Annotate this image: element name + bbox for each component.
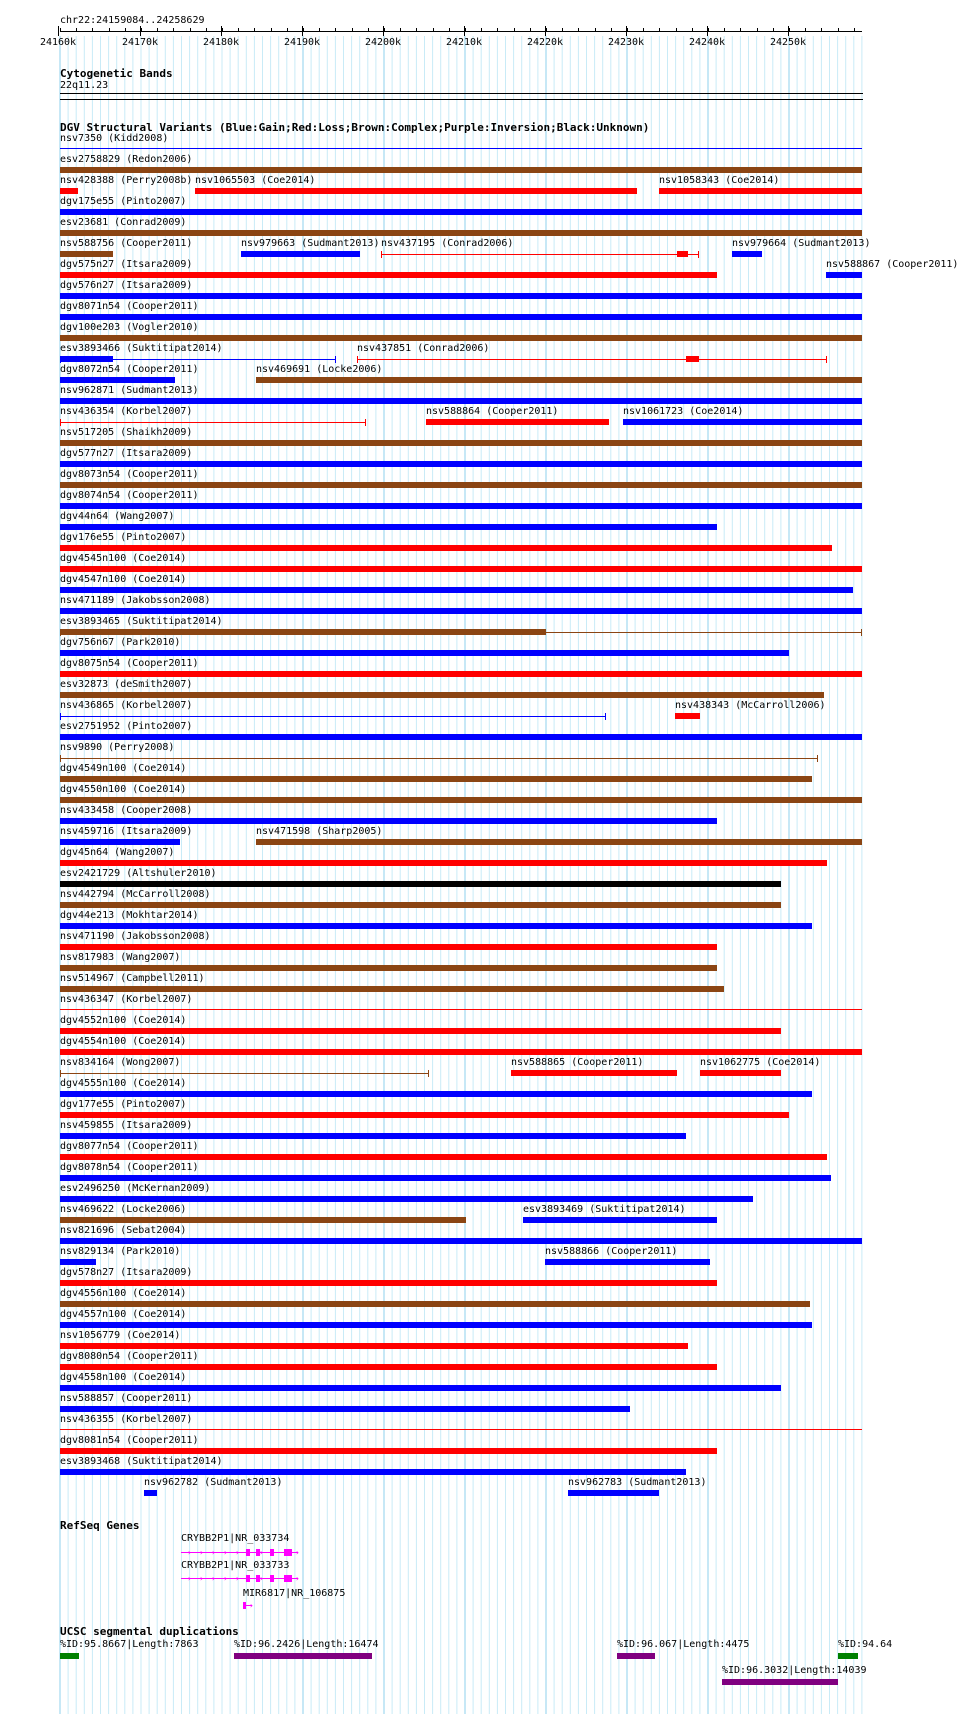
- dgv-nsv433458-feature[interactable]: [60, 818, 717, 824]
- dgv-dgv4557n100-label[interactable]: dgv4557n100 (Coe2014): [60, 1309, 187, 1320]
- segdup-feature[interactable]: [234, 1653, 372, 1659]
- strand-arrow-icon: ›: [283, 1548, 288, 1557]
- ruler-tick-label: 24210k: [445, 37, 483, 48]
- ruler-minor-tick: [319, 28, 320, 32]
- segdup-label[interactable]: %ID:96.2426|Length:16474: [234, 1639, 379, 1650]
- strand-arrow-icon: ›: [235, 1548, 240, 1557]
- dgv-nsv436347-label[interactable]: nsv436347 (Korbel2007): [60, 994, 193, 1005]
- ruler-minor-tick: [659, 28, 660, 32]
- ruler-tick-label: 24180k: [202, 37, 240, 48]
- dgv-dgv175e55-feature[interactable]: [60, 209, 862, 215]
- ruler-tick-label: 24170k: [121, 37, 159, 48]
- ruler-minor-tick: [335, 28, 336, 32]
- ruler-minor-tick: [190, 28, 191, 32]
- dgv-dgv176e55-feature[interactable]: [60, 545, 832, 551]
- dgv-dgv4555n100-label[interactable]: dgv4555n100 (Coe2014): [60, 1078, 187, 1089]
- dgv-nsv437195-start-cap: [381, 251, 382, 258]
- dgv-nsv471190-feature[interactable]: [60, 944, 717, 950]
- ruler-tick-label: 24230k: [607, 37, 645, 48]
- ruler-minor-tick: [287, 28, 288, 32]
- dgv-nsv471598-feature[interactable]: [256, 839, 862, 845]
- segdup-label[interactable]: %ID:96.3032|Length:14039: [722, 1665, 867, 1676]
- dgv-dgv576n27-feature[interactable]: [60, 293, 862, 299]
- dgv-nsv437851-end-cap: [826, 356, 827, 363]
- ruler-minor-tick: [465, 28, 466, 32]
- dgv-nsv588756-feature[interactable]: [60, 251, 113, 257]
- dgv-nsv821696-feature[interactable]: [60, 1238, 862, 1244]
- ruler-tick-label: 24220k: [526, 37, 564, 48]
- dgv-nsv1061723-feature[interactable]: [623, 419, 862, 425]
- dgv-dgv8074n54-label[interactable]: dgv8074n54 (Cooper2011): [60, 490, 199, 501]
- dgv-dgv8072n54-label[interactable]: dgv8072n54 (Cooper2011): [60, 364, 199, 375]
- ruler-minor-tick: [173, 28, 174, 32]
- gene-crybb2p1-1-label[interactable]: CRYBB2P1|NR_033733: [181, 1560, 290, 1571]
- dgv-nsv436355-label[interactable]: nsv436355 (Korbel2007): [60, 1414, 193, 1425]
- dgv-dgv8077n54-feature[interactable]: [60, 1154, 827, 1160]
- ruler-minor-tick: [303, 28, 304, 32]
- dgv-nsv436354-start-cap: [60, 419, 61, 426]
- dgv-esv32873-feature[interactable]: [60, 692, 824, 698]
- dgv-nsv471189-label[interactable]: nsv471189 (Jakobsson2008): [60, 595, 211, 606]
- segdup-feature[interactable]: [838, 1653, 858, 1659]
- ruler-tick-label: 24250k: [769, 37, 807, 48]
- dgv-dgv100e203-feature[interactable]: [60, 335, 862, 341]
- ruler-minor-tick: [611, 28, 612, 32]
- dgv-dgv4549n100-label[interactable]: dgv4549n100 (Coe2014): [60, 763, 187, 774]
- cyto-band-label[interactable]: 22q11.23: [60, 80, 109, 91]
- dgv-nsv979663-feature[interactable]: [241, 251, 360, 257]
- segdup-label[interactable]: %ID:94.64: [838, 1639, 893, 1650]
- dgv-esv3893466-end-cap: [335, 356, 336, 363]
- dgv-dgv100e203-label[interactable]: dgv100e203 (Vogler2010): [60, 322, 199, 333]
- dgv-nsv437195-label[interactable]: nsv437195 (Conrad2006): [381, 238, 514, 249]
- dgv-esv3893469-feature[interactable]: [523, 1217, 717, 1223]
- ruler-minor-tick: [724, 28, 725, 32]
- dgv-nsv834164-start-cap: [60, 1070, 61, 1077]
- ruler-minor-tick: [708, 28, 709, 32]
- dgv-nsv514967-label[interactable]: nsv514967 (Campbell2011): [60, 973, 205, 984]
- dgv-nsv433458-label[interactable]: nsv433458 (Cooper2008): [60, 805, 193, 816]
- ruler-minor-tick: [838, 28, 839, 32]
- dgv-nsv7350-feature[interactable]: [60, 148, 862, 149]
- dgv-dgv4558n100-label[interactable]: dgv4558n100 (Coe2014): [60, 1372, 187, 1383]
- ruler-tick-label: 24190k: [283, 37, 321, 48]
- dgv-nsv834164-label[interactable]: nsv834164 (Wong2007): [60, 1057, 181, 1068]
- dgv-dgv577n27-feature[interactable]: [60, 461, 862, 467]
- ruler-minor-tick: [740, 28, 741, 32]
- dgv-dgv4547n100-label[interactable]: dgv4547n100 (Coe2014): [60, 574, 187, 585]
- ruler-minor-tick: [546, 28, 547, 32]
- dgv-nsv469691-feature[interactable]: [256, 377, 862, 383]
- ruler-minor-tick: [141, 28, 142, 32]
- position-label: chr22:24159084..24258629: [60, 15, 205, 26]
- dgv-nsv471190-label[interactable]: nsv471190 (Jakobsson2008): [60, 931, 211, 942]
- dgv-dgv45n64-label[interactable]: dgv45n64 (Wang2007): [60, 847, 175, 858]
- dgv-nsv1056779-feature[interactable]: [60, 1343, 688, 1349]
- dgv-nsv437851-label[interactable]: nsv437851 (Conrad2006): [357, 343, 490, 354]
- dgv-esv3893468-feature[interactable]: [60, 1469, 686, 1475]
- dgv-nsv588857-feature[interactable]: [60, 1406, 630, 1412]
- ruler-minor-tick: [449, 28, 450, 32]
- dgv-nsv979664-feature[interactable]: [732, 251, 762, 257]
- dgv-nsv962783-feature[interactable]: [568, 1490, 659, 1496]
- strand-arrow-icon: ›: [199, 1548, 204, 1557]
- dgv-dgv575n27-feature[interactable]: [60, 272, 717, 278]
- dgv-nsv821696-label[interactable]: nsv821696 (Sebat2004): [60, 1225, 187, 1236]
- dgv-nsv588867-feature[interactable]: [826, 272, 862, 278]
- gene-crybb2p1-0-label[interactable]: CRYBB2P1|NR_033734: [181, 1533, 290, 1544]
- segdup-label[interactable]: %ID:96.067|Length:4475: [617, 1639, 750, 1650]
- dgv-track-title[interactable]: DGV Structural Variants (Blue:Gain;Red:Loss;Brown:Complex;Purple:Inversion;Black:Unknown): [60, 121, 650, 134]
- dgv-esv2758829-label[interactable]: esv2758829 (Redon2006): [60, 154, 193, 165]
- cyto-divider: [60, 93, 863, 94]
- dgv-dgv4547n100-feature[interactable]: [60, 587, 853, 593]
- ruler-minor-tick: [562, 28, 563, 32]
- dgv-nsv588865-feature[interactable]: [511, 1070, 677, 1076]
- ruler-minor-tick: [400, 28, 401, 32]
- dgv-dgv177e55-feature[interactable]: [60, 1112, 789, 1118]
- strand-arrow-icon: ›: [271, 1574, 276, 1583]
- strand-arrow-icon: ›: [187, 1574, 192, 1583]
- dgv-dgv8074n54-feature[interactable]: [60, 503, 862, 509]
- ruler-line: [60, 31, 862, 32]
- dgv-esv32873-label[interactable]: esv32873 (deSmith2007): [60, 679, 193, 690]
- dgv-dgv44e213-feature[interactable]: [60, 923, 812, 929]
- dgv-nsv438343-feature[interactable]: [675, 713, 700, 719]
- dgv-nsv428388-feature[interactable]: [60, 188, 78, 194]
- dgv-dgv4558n100-feature[interactable]: [60, 1385, 781, 1391]
- dgv-dgv4550n100-label[interactable]: dgv4550n100 (Coe2014): [60, 784, 187, 795]
- dgv-nsv437195-block[interactable]: [677, 251, 688, 257]
- dgv-esv3893465-end-cap: [861, 629, 862, 636]
- dgv-dgv4545n100-feature[interactable]: [60, 566, 862, 572]
- dgv-nsv817983-feature[interactable]: [60, 965, 717, 971]
- dgv-nsv9890-end-cap: [817, 755, 818, 762]
- ruler-minor-tick: [368, 28, 369, 32]
- ruler-minor-tick: [206, 28, 207, 32]
- ruler-tick-label: 24160k: [39, 37, 77, 48]
- dgv-nsv588866-feature[interactable]: [545, 1259, 710, 1265]
- dgv-esv3893469-label[interactable]: esv3893469 (Suktitipat2014): [523, 1204, 686, 1215]
- dgv-dgv8071n54-feature[interactable]: [60, 314, 862, 320]
- dgv-nsv437851-feature[interactable]: [357, 359, 827, 360]
- dgv-nsv588864-label[interactable]: nsv588864 (Cooper2011): [426, 406, 559, 417]
- ruler-minor-tick: [497, 28, 498, 32]
- dgv-dgv8078n54-feature[interactable]: [60, 1175, 831, 1181]
- dgv-dgv44n64-feature[interactable]: [60, 524, 717, 530]
- dgv-nsv459716-feature[interactable]: [60, 839, 180, 845]
- ruler-minor-tick: [643, 28, 644, 32]
- dgv-dgv44n64-label[interactable]: dgv44n64 (Wang2007): [60, 511, 175, 522]
- ruler-minor-tick: [271, 28, 272, 32]
- gene-mir6817-2-label[interactable]: MIR6817|NR_106875: [243, 1588, 346, 1599]
- dgv-dgv8081n54-feature[interactable]: [60, 1448, 717, 1454]
- dgv-esv2758829-feature[interactable]: [60, 167, 862, 173]
- dgv-dgv4555n100-feature[interactable]: [60, 1091, 812, 1097]
- ruler-minor-tick: [773, 28, 774, 32]
- strand-arrow-icon: ›: [199, 1574, 204, 1583]
- dgv-nsv834164-feature[interactable]: [60, 1073, 429, 1074]
- dgv-dgv4552n100-feature[interactable]: [60, 1028, 781, 1034]
- strand-arrow-icon: ›: [247, 1548, 252, 1557]
- ruler-minor-tick: [757, 28, 758, 32]
- dgv-nsv1065503-feature[interactable]: [195, 188, 637, 194]
- dgv-esv2421729-label[interactable]: esv2421729 (Altshuler2010): [60, 868, 217, 879]
- dgv-dgv8080n54-label[interactable]: dgv8080n54 (Cooper2011): [60, 1351, 199, 1362]
- dgv-nsv436865-feature[interactable]: [60, 716, 606, 717]
- dgv-nsv979663-label[interactable]: nsv979663 (Sudmant2013): [241, 238, 380, 249]
- dgv-nsv1058343-feature[interactable]: [659, 188, 862, 194]
- dgv-dgv8073n54-feature[interactable]: [60, 482, 862, 488]
- dgv-dgv756n67-label[interactable]: dgv756n67 (Park2010): [60, 637, 181, 648]
- ruler-minor-tick: [530, 28, 531, 32]
- dgv-nsv588857-label[interactable]: nsv588857 (Cooper2011): [60, 1393, 193, 1404]
- ruler-minor-tick: [384, 28, 385, 32]
- dgv-nsv9890-label[interactable]: nsv9890 (Perry2008): [60, 742, 175, 753]
- dgv-nsv962783-label[interactable]: nsv962783 (Sudmant2013): [568, 1477, 707, 1488]
- dgv-nsv436865-label[interactable]: nsv436865 (Korbel2007): [60, 700, 193, 711]
- strand-arrow-icon: ›: [247, 1574, 252, 1583]
- ruler-minor-tick: [821, 28, 822, 32]
- dgv-nsv459855-feature[interactable]: [60, 1133, 686, 1139]
- dgv-nsv459716-label[interactable]: nsv459716 (Itsara2009): [60, 826, 193, 837]
- dgv-dgv8080n54-feature[interactable]: [60, 1364, 717, 1370]
- dgv-dgv8078n54-label[interactable]: dgv8078n54 (Cooper2011): [60, 1162, 199, 1173]
- ruler-minor-tick: [92, 28, 93, 32]
- dgv-nsv962871-feature[interactable]: [60, 398, 862, 404]
- dgv-nsv469691-label[interactable]: nsv469691 (Locke2006): [256, 364, 383, 375]
- segdup-feature[interactable]: [617, 1653, 655, 1659]
- dgv-esv2751952-label[interactable]: esv2751952 (Pinto2007): [60, 721, 193, 732]
- dgv-nsv437851-start-cap: [357, 356, 358, 363]
- ruler-minor-tick: [805, 28, 806, 32]
- strand-arrow-icon: ›: [235, 1574, 240, 1583]
- ruler-minor-tick: [595, 28, 596, 32]
- strand-arrow-icon: ›: [187, 1548, 192, 1557]
- dgv-dgv8077n54-label[interactable]: dgv8077n54 (Cooper2011): [60, 1141, 199, 1152]
- strand-arrow-icon: ›: [249, 1601, 254, 1610]
- strand-arrow-icon: ›: [259, 1574, 264, 1583]
- dgv-esv3893466-block[interactable]: [60, 356, 113, 362]
- dgv-dgv4557n100-feature[interactable]: [60, 1322, 812, 1328]
- strand-arrow-icon: ›: [271, 1548, 276, 1557]
- dgv-nsv442794-label[interactable]: nsv442794 (McCarroll2008): [60, 889, 211, 900]
- dgv-dgv4556n100-label[interactable]: dgv4556n100 (Coe2014): [60, 1288, 187, 1299]
- dgv-nsv9890-start-cap: [60, 755, 61, 762]
- ruler-minor-tick: [125, 28, 126, 32]
- ruler-minor-tick: [76, 28, 77, 32]
- dgv-nsv471598-label[interactable]: nsv471598 (Sharp2005): [256, 826, 383, 837]
- dgv-dgv44e213-label[interactable]: dgv44e213 (Mokhtar2014): [60, 910, 199, 921]
- dgv-nsv437195-feature[interactable]: [381, 254, 699, 255]
- dgv-nsv979664-label[interactable]: nsv979664 (Sudmant2013): [732, 238, 871, 249]
- ruler-minor-tick: [692, 28, 693, 32]
- dgv-nsv469622-label[interactable]: nsv469622 (Locke2006): [60, 1204, 187, 1215]
- dgv-nsv436354-label[interactable]: nsv436354 (Korbel2007): [60, 406, 193, 417]
- dgv-dgv4545n100-label[interactable]: dgv4545n100 (Coe2014): [60, 553, 187, 564]
- ruler-tick-label: 24240k: [688, 37, 726, 48]
- dgv-dgv176e55-label[interactable]: dgv176e55 (Pinto2007): [60, 532, 187, 543]
- dgv-nsv459855-label[interactable]: nsv459855 (Itsara2009): [60, 1120, 193, 1131]
- dgv-dgv4556n100-feature[interactable]: [60, 1301, 810, 1307]
- dgv-nsv1065503-label[interactable]: nsv1065503 (Coe2014): [195, 175, 316, 186]
- dgv-dgv4552n100-label[interactable]: dgv4552n100 (Coe2014): [60, 1015, 187, 1026]
- dgv-nsv588866-label[interactable]: nsv588866 (Cooper2011): [545, 1246, 678, 1257]
- ruler-minor-tick: [481, 28, 482, 32]
- ruler-minor-tick: [578, 28, 579, 32]
- dgv-nsv1062775-label[interactable]: nsv1062775 (Coe2014): [700, 1057, 821, 1068]
- dgv-dgv578n27-feature[interactable]: [60, 1280, 717, 1286]
- ruler-minor-tick: [676, 28, 677, 32]
- dgv-nsv9890-feature[interactable]: [60, 758, 818, 759]
- strand-arrow-icon: ›: [211, 1548, 216, 1557]
- dgv-nsv437195-end-cap: [698, 251, 699, 258]
- ruler-minor-tick: [254, 28, 255, 32]
- strand-arrow-icon: ›: [283, 1574, 288, 1583]
- dgv-dgv575n27-label[interactable]: dgv575n27 (Itsara2009): [60, 259, 193, 270]
- dgv-nsv442794-feature[interactable]: [60, 902, 781, 908]
- dgv-dgv577n27-label[interactable]: dgv577n27 (Itsara2009): [60, 448, 193, 459]
- dgv-dgv4554n100-label[interactable]: dgv4554n100 (Coe2014): [60, 1036, 187, 1047]
- dgv-nsv437851-block[interactable]: [686, 356, 699, 362]
- dgv-dgv177e55-label[interactable]: dgv177e55 (Pinto2007): [60, 1099, 187, 1110]
- dgv-nsv469622-feature[interactable]: [60, 1217, 466, 1223]
- dgv-nsv436354-feature[interactable]: [60, 422, 366, 423]
- dgv-nsv436865-start-cap: [60, 713, 61, 720]
- dgv-nsv7350-label[interactable]: nsv7350 (Kidd2008): [60, 133, 169, 144]
- strand-arrow-icon: ›: [223, 1574, 228, 1583]
- dgv-esv2751952-feature[interactable]: [60, 734, 862, 740]
- ruler-minor-tick: [60, 28, 61, 32]
- dgv-dgv4554n100-feature[interactable]: [60, 1049, 862, 1055]
- strand-arrow-icon: ›: [295, 1574, 300, 1583]
- dgv-dgv576n27-label[interactable]: dgv576n27 (Itsara2009): [60, 280, 193, 291]
- dgv-nsv514967-feature[interactable]: [60, 986, 724, 992]
- dgv-nsv1056779-label[interactable]: nsv1056779 (Coe2014): [60, 1330, 181, 1341]
- dgv-nsv817983-label[interactable]: nsv817983 (Wang2007): [60, 952, 181, 963]
- dgv-dgv8072n54-feature[interactable]: [60, 377, 175, 383]
- strand-arrow-icon: ›: [295, 1548, 300, 1557]
- ruler-minor-tick: [416, 28, 417, 32]
- dgv-nsv438343-label[interactable]: nsv438343 (McCarroll2006): [675, 700, 826, 711]
- dgv-nsv436354-end-cap: [365, 419, 366, 426]
- ruler-minor-tick: [789, 28, 790, 32]
- dgv-esv2496250-label[interactable]: esv2496250 (McKernan2009): [60, 1183, 211, 1194]
- dgv-dgv8075n54-label[interactable]: dgv8075n54 (Cooper2011): [60, 658, 199, 669]
- dgv-dgv578n27-label[interactable]: dgv578n27 (Itsara2009): [60, 1267, 193, 1278]
- gene-mir6817-2-exon[interactable]: [243, 1602, 246, 1609]
- ruler-minor-tick: [627, 28, 628, 32]
- dgv-nsv517205-label[interactable]: nsv517205 (Shaikh2009): [60, 427, 193, 438]
- cyto-track-title[interactable]: Cytogenetic Bands: [60, 67, 173, 80]
- dgv-nsv436355-feature[interactable]: [60, 1429, 862, 1430]
- strand-arrow-icon: ›: [259, 1548, 264, 1557]
- strand-arrow-icon: ›: [223, 1548, 228, 1557]
- ruler-tick: [58, 26, 59, 36]
- dgv-nsv436865-end-cap: [605, 713, 606, 720]
- dgv-esv23681-feature[interactable]: [60, 230, 862, 236]
- segdup-label[interactable]: %ID:95.8667|Length:7863: [60, 1639, 199, 1650]
- dgv-dgv8071n54-label[interactable]: dgv8071n54 (Cooper2011): [60, 301, 199, 312]
- dgv-esv2421729-feature[interactable]: [60, 881, 781, 887]
- refseq-track-title[interactable]: RefSeq Genes: [60, 1519, 140, 1532]
- ruler-minor-tick: [238, 28, 239, 32]
- dgv-esv3893466-label[interactable]: esv3893466 (Suktitipat2014): [60, 343, 223, 354]
- dgv-dgv8073n54-label[interactable]: dgv8073n54 (Cooper2011): [60, 469, 199, 480]
- dgv-nsv1061723-label[interactable]: nsv1061723 (Coe2014): [623, 406, 744, 417]
- ruler-minor-tick: [514, 28, 515, 32]
- dgv-dgv45n64-feature[interactable]: [60, 860, 827, 866]
- dgv-dgv8075n54-feature[interactable]: [60, 671, 862, 677]
- dgv-esv23681-label[interactable]: esv23681 (Conrad2009): [60, 217, 187, 228]
- dgv-nsv588867-label[interactable]: nsv588867 (Cooper2011): [826, 259, 958, 270]
- dgv-esv3893465-label[interactable]: esv3893465 (Suktitipat2014): [60, 616, 223, 627]
- ruler-minor-tick: [157, 28, 158, 32]
- dgv-nsv1062775-feature[interactable]: [700, 1070, 781, 1076]
- dgv-nsv517205-feature[interactable]: [60, 440, 862, 446]
- dgv-dgv4550n100-feature[interactable]: [60, 797, 862, 803]
- segdup-track-title[interactable]: UCSC segmental duplications: [60, 1625, 239, 1638]
- dgv-esv2496250-feature[interactable]: [60, 1196, 753, 1202]
- dgv-dgv8081n54-label[interactable]: dgv8081n54 (Cooper2011): [60, 1435, 199, 1446]
- dgv-nsv588864-feature[interactable]: [426, 419, 609, 425]
- segdup-feature[interactable]: [60, 1653, 79, 1659]
- dgv-esv3893468-label[interactable]: esv3893468 (Suktitipat2014): [60, 1456, 223, 1467]
- dgv-nsv588865-label[interactable]: nsv588865 (Cooper2011): [511, 1057, 644, 1068]
- dgv-dgv756n67-feature[interactable]: [60, 650, 789, 656]
- strand-arrow-icon: ›: [211, 1574, 216, 1583]
- dgv-nsv962782-label[interactable]: nsv962782 (Sudmant2013): [144, 1477, 283, 1488]
- dgv-nsv1058343-label[interactable]: nsv1058343 (Coe2014): [659, 175, 780, 186]
- dgv-nsv962871-label[interactable]: nsv962871 (Sudmant2013): [60, 385, 199, 396]
- ruler-tick-label: 24200k: [364, 37, 402, 48]
- ruler-minor-tick: [854, 28, 855, 32]
- dgv-dgv4549n100-feature[interactable]: [60, 776, 812, 782]
- dgv-nsv829134-feature[interactable]: [60, 1259, 96, 1265]
- dgv-nsv436347-feature[interactable]: [60, 1009, 862, 1010]
- dgv-nsv829134-label[interactable]: nsv829134 (Park2010): [60, 1246, 181, 1257]
- dgv-nsv428388-label[interactable]: nsv428388 (Perry2008b): [60, 175, 193, 186]
- segdup-feature[interactable]: [722, 1679, 838, 1685]
- ruler-minor-tick: [433, 28, 434, 32]
- dgv-nsv588756-label[interactable]: nsv588756 (Cooper2011): [60, 238, 193, 249]
- dgv-nsv834164-end-cap: [428, 1070, 429, 1077]
- dgv-nsv962782-feature[interactable]: [144, 1490, 157, 1496]
- ruler-minor-tick: [109, 28, 110, 32]
- dgv-esv3893465-block[interactable]: [60, 629, 546, 635]
- dgv-nsv471189-feature[interactable]: [60, 608, 862, 614]
- cyto-divider-2: [60, 99, 863, 100]
- ruler-minor-tick: [352, 28, 353, 32]
- ruler-minor-tick: [222, 28, 223, 32]
- dgv-dgv175e55-label[interactable]: dgv175e55 (Pinto2007): [60, 196, 187, 207]
